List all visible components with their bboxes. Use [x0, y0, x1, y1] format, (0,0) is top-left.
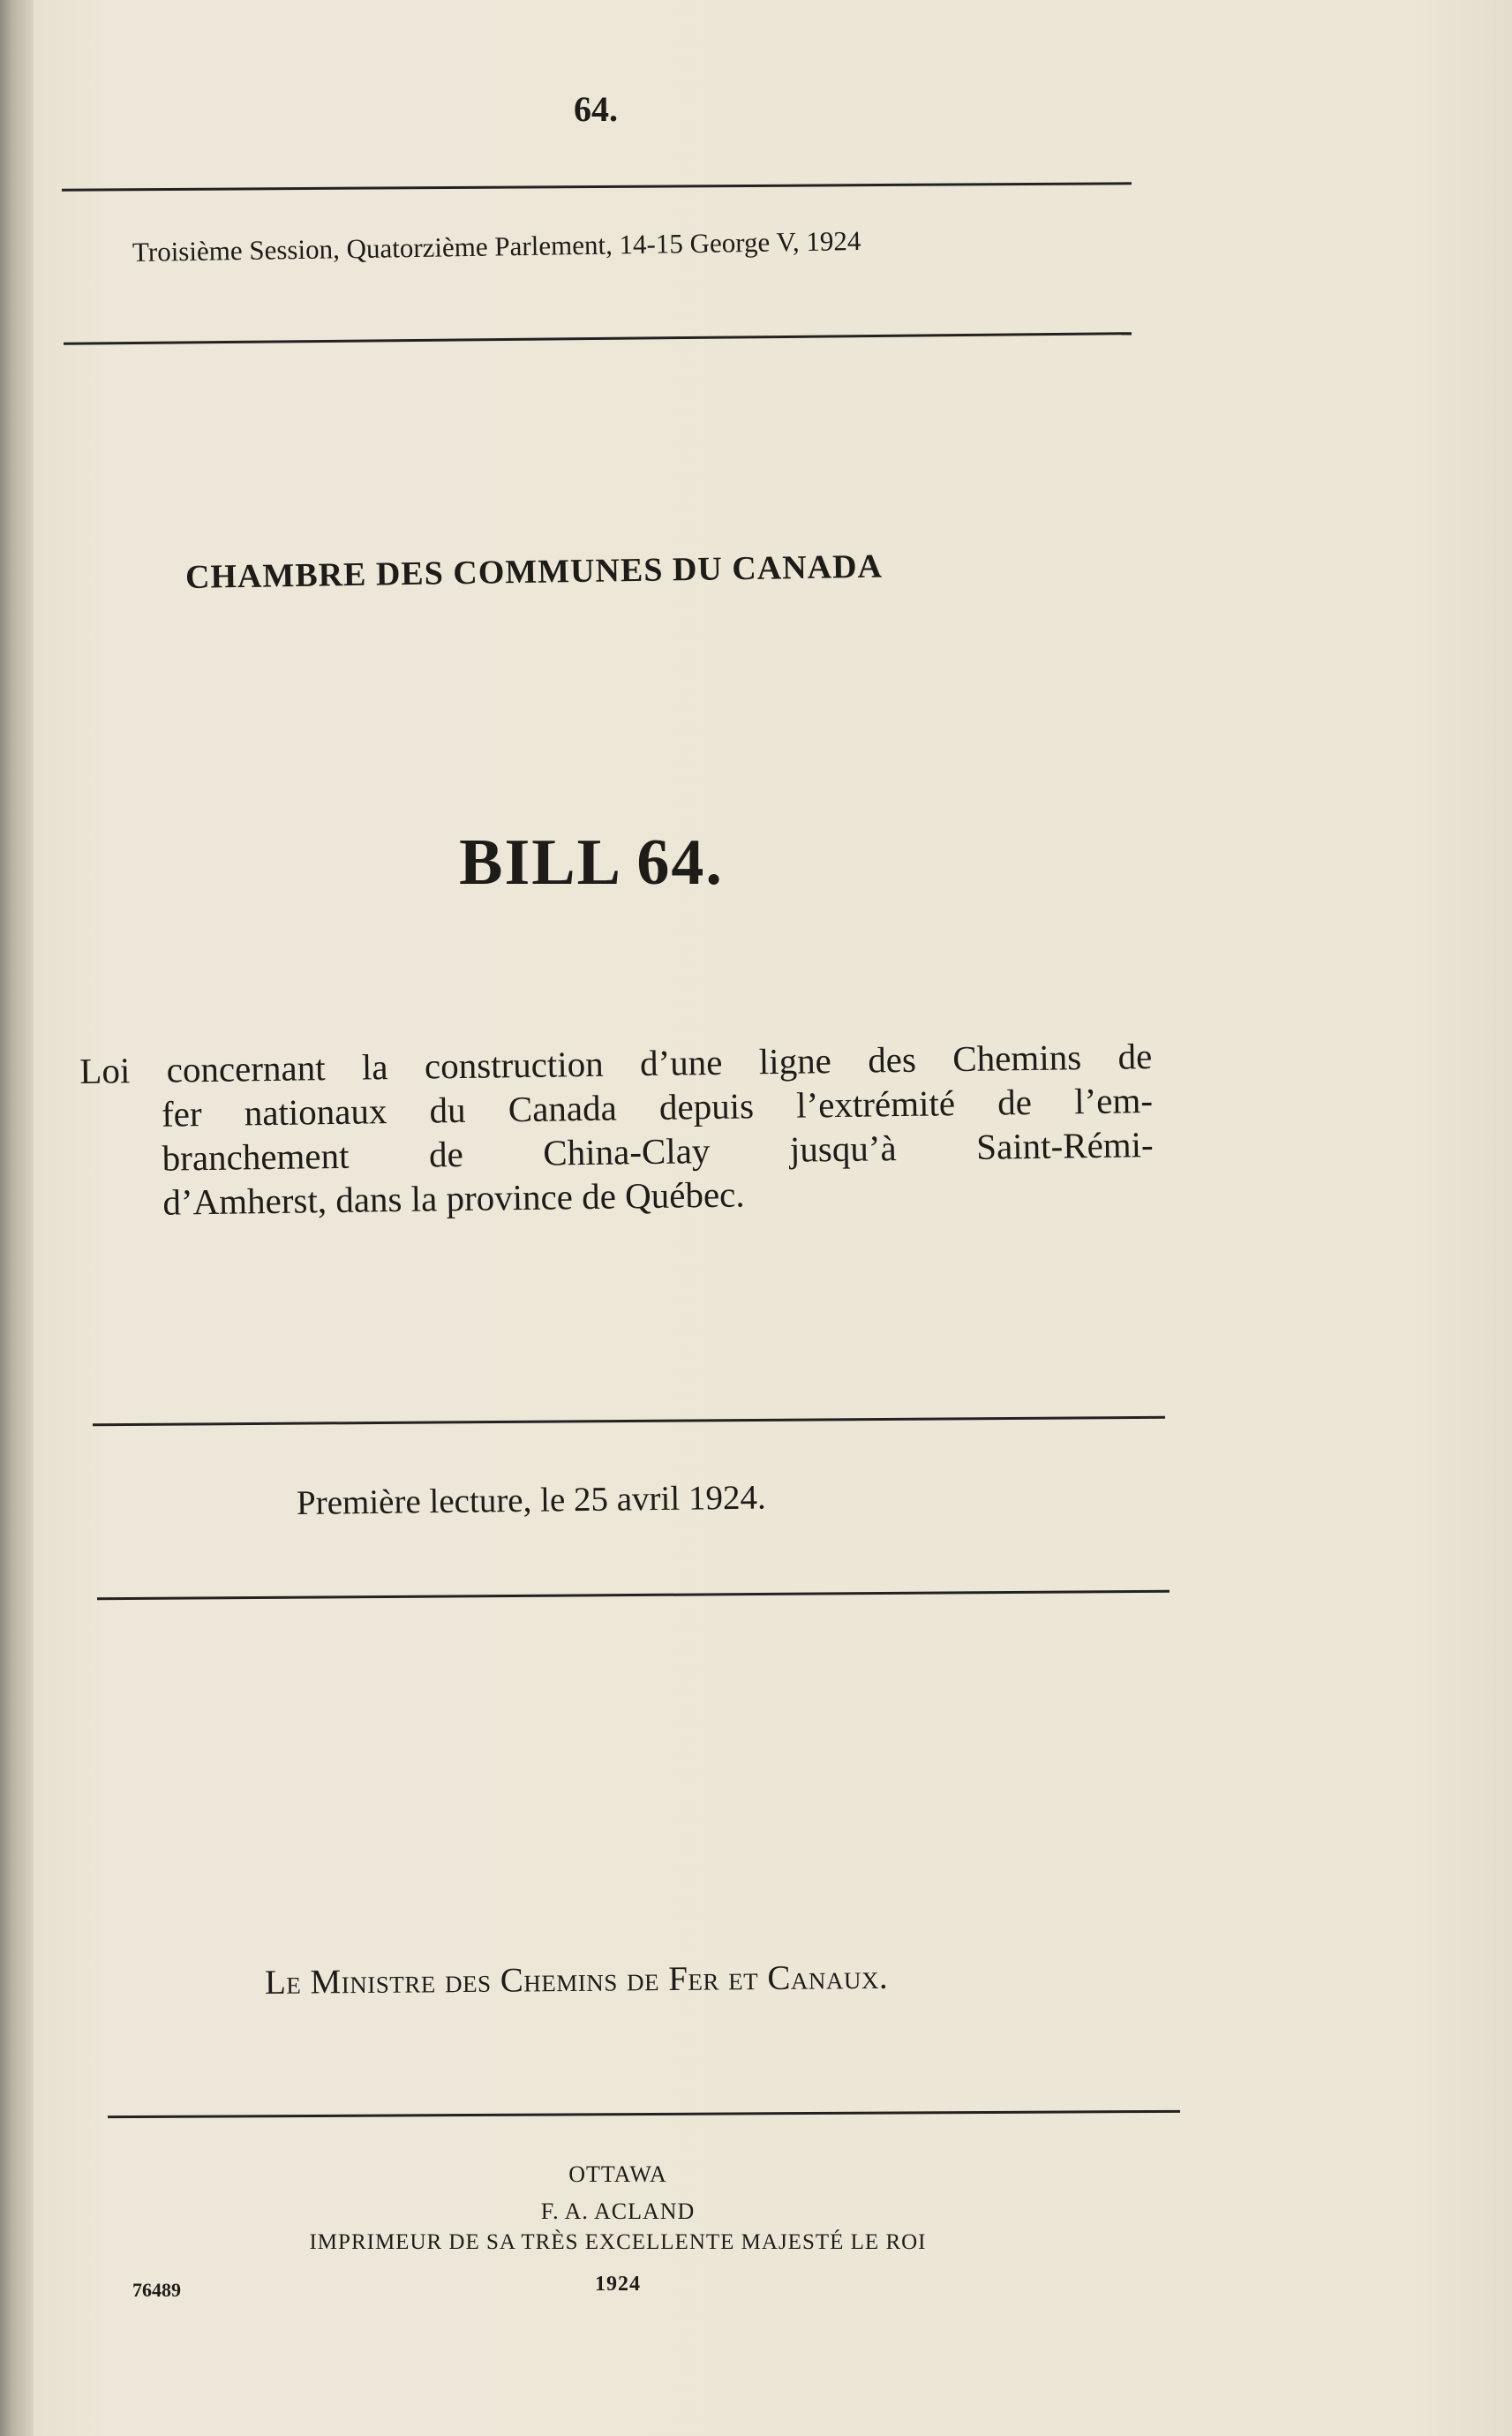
page-number: 64.	[574, 89, 618, 129]
top-rule	[62, 182, 1132, 191]
binding-spine	[0, 0, 34, 2436]
bill-description-line: fer nationaux du Canada depuis l’extrémité de l’em-	[161, 1080, 1154, 1135]
house-heading: CHAMBRE DES COMMUNES DU CANADA	[184, 547, 884, 596]
bill-description-line: Loi concernant la construction d’une ligne des Chemins de	[79, 1036, 1153, 1091]
reading-bottom-rule	[97, 1590, 1170, 1600]
printer-city: OTTAWA	[568, 2161, 667, 2187]
printer-title: IMPRIMEUR DE SA TRÈS EXCELLENTE MAJESTÉ LE ROI	[309, 2230, 927, 2254]
print-code: 76489	[132, 2279, 181, 2301]
minister-line: Le Ministre des Chemins de Fer et Canaux.	[264, 1957, 889, 2002]
printer-year: 1924	[595, 2273, 641, 2296]
bill-title: BILL 64.	[459, 826, 724, 899]
printer-rule	[108, 2110, 1180, 2118]
bill-description	[79, 1034, 1155, 1226]
first-reading-line: Première lecture, le 25 avril 1924.	[296, 1478, 766, 1522]
reading-top-rule	[93, 1416, 1165, 1426]
bill-description-line: branchement de China-Clay jusqu’à Saint-Rémi-	[162, 1124, 1154, 1179]
session-rule	[64, 332, 1132, 345]
printer-name: F. A. ACLAND	[540, 2198, 696, 2224]
bill-description-line: d’Amherst, dans la province de Québec.	[162, 1173, 745, 1223]
session-line: Troisième Session, Quatorzième Parlement, 14-15 George V, 1924	[132, 225, 861, 268]
